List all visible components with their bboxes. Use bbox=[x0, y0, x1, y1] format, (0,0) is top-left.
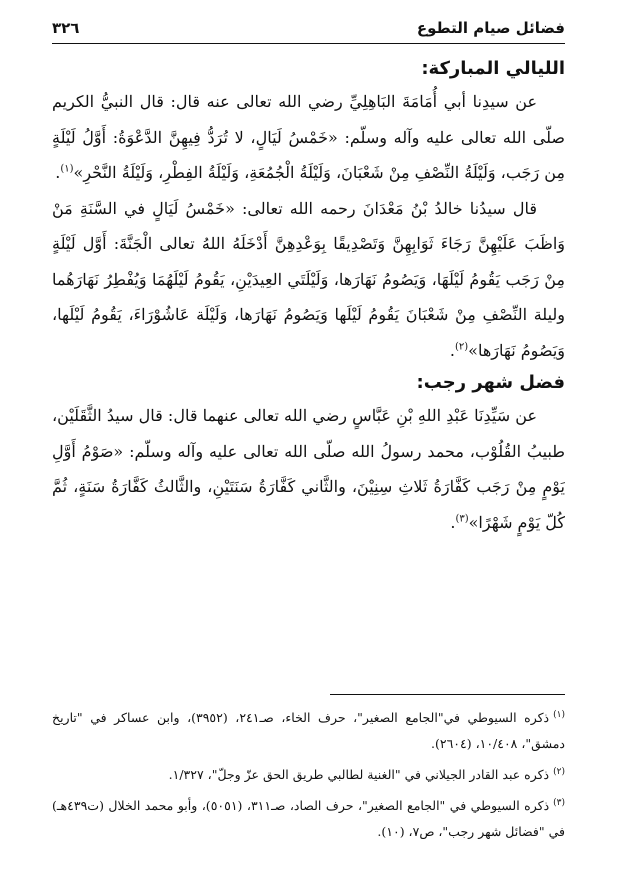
footnote-ref-2[interactable]: (٢) bbox=[454, 341, 469, 353]
footnote-separator bbox=[330, 694, 565, 695]
footnote-ref-1[interactable]: (١) bbox=[60, 163, 74, 175]
paragraph-abu-umama: عن سيدِنا أبي أُمَامَةَ البَاهِلِيِّ رضي الله تعالى عنه قال: قال النبيُّ الكريم صلّى الله تعالى عليه وآله وسلّم: «خَمْسُ لَيَالٍ، لا تُرَدُّ فِيهِنَّ الدَّعْوَةُ: أَوَّلُ لَيْلَةٍ مِن رَجَب، وَلَيْلَةُ النِّصْفِ مِنْ شَعْبَانَ، وَلَيْلَةُ الْجُمُعَةِ، وَلَيْلَةُ الفِطْرِ، وَلَيْلَةُ النَّحْرِ»$^{(١)}$. bbox=[52, 92, 565, 182]
footnote-number: (١) bbox=[553, 710, 565, 720]
paragraph-text: قال سيدُنا خالدُ بْنُ مَعْدَانَ رحمه الله تعالى: «خَمْسُ لَيَالٍ في السَّنَةِ مَنْ وَاظَبَ عَلَيْهِنَّ رَجَاءَ ثَوَابِهِنَّ وَتَصْدِيقًا بِوَعْدِهِنَّ أَدْخَلَهُ اللهُ تعالى الْجَنَّةَ: أَوَّل لَيْلَةٍ مِنْ رَجَب يَقُومُ لَيْلَهَا، وَيَصُومُ نَهَارَها، وَلَيْلَتَي العِيدَيْنِ، يَقُومُ لَيْلَهُمَا وَيُفْطِرُ نَهَارَهُما وليلة النِّصْفِ مِنْ شَعْبَانَ يَقُومُ لَيْلَها وَيَصُومُ نَهَارَها، وَلَيْلَة عَاشُوْرَاءَ، يَقُومُ لَيْلَها، وَيَصُومُ نَهَارَها» bbox=[52, 198, 565, 360]
footnote-1 bbox=[52, 702, 565, 757]
paragraph-text: عن سيدِنا أبي أُمَامَةَ البَاهِلِيِّ رضي الله تعالى عنه قال: قال النبيُّ الكريم صلّى الله تعالى عليه وآله وسلّم: «خَمْسُ لَيَالٍ، لا تُرَدُّ فِيهِنَّ الدَّعْوَةُ: أَوَّلُ لَيْلَةٍ مِن رَجَب، وَلَيْلَةُ النِّصْفِ مِنْ شَعْبَانَ، وَلَيْلَةُ الْجُمُعَةِ، وَلَيْلَةُ الفِطْرِ، وَلَيْلَةُ النَّحْرِ» bbox=[52, 92, 565, 182]
page-header bbox=[52, 12, 565, 44]
footnote-text: ذكره السيوطي في"الجامع الصغير"، حرف الخاء، صـ٢٤١، (٣٩٥٢)، وابن عساكر في "تاريخ دمشق"، ١٠/٤٠٨، (٢٦٠٤). bbox=[52, 710, 565, 752]
page-body bbox=[52, 54, 565, 669]
paragraph-ibn-abbas: عن سَيِّدِنَا عَبْدِ اللهِ بْنِ عَبَّاسٍ رضي الله تعالى عنهما قال: قال سيدُ الثَّقَلَيْن، طبيبُ القُلُوْب، محمد رسولُ الله صلّى الله تعالى عليه وآله وسلّم: «صَوْمُ أَوَّلِ يَوْمٍ مِنْ رَجَب كَفَّارَةُ ثَلاثِ سِنِيْنَ، والثَّاني كَفَّارَةُ سَنَتَيْنِ، والثَّالثُ كَفَّارَةُ سَنَةٍ، ثُمَّ كُلّ يَوْمٍ شَهْرًا»$^{(٣)}$. bbox=[52, 406, 565, 532]
footnote-number: (٢) bbox=[553, 767, 565, 778]
paragraph-text: عن سَيِّدِنَا عَبْدِ اللهِ بْنِ عَبَّاسٍ رضي الله تعالى عنهما قال: قال سيدُ الثَّقَلَيْن، طبيبُ القُلُوْب، محمد رسولُ الله صلّى الله تعالى عليه وآله وسلّم: «صَوْمُ أَوَّلِ يَوْمٍ مِنْ رَجَب كَفَّارَةُ ثَلاثِ سِنِيْنَ، والثَّاني كَفَّارَةُ سَنَتَيْنِ، والثَّالثُ كَفَّارَةُ سَنَةٍ، ثُمَّ كُلّ يَوْمٍ شَهْرًا» bbox=[52, 406, 565, 532]
footnote-ref-3[interactable]: (٣) bbox=[455, 513, 469, 525]
page-number: ٣٢٦ bbox=[52, 19, 80, 37]
footnote-3 bbox=[52, 790, 565, 845]
section-heading-rajab: فضل شهر رجب: bbox=[416, 372, 565, 393]
running-title: فضائل صيام التطوع bbox=[416, 19, 565, 37]
footnote-text: ذكره السيوطي في "الجامع الصغير"، حرف الصاد، صـ٣١١، (٥٠٥١)، وأبو محمد الخلال (ت٤٣٩هـ) في "فضائل شهر رجب"، ص٧، (١٠). bbox=[52, 798, 565, 840]
footnote-2 bbox=[52, 759, 565, 788]
footnote-text: ذكره عبد القادر الجيلاني في "الغنية لطالبي طريق الحق عزّ وجلّ"، ١/٣٢٧. bbox=[168, 767, 550, 783]
footnotes bbox=[52, 702, 565, 847]
footnote-number: (٣) bbox=[553, 798, 566, 809]
section-heading-blessed-nights: الليالي المباركة: bbox=[421, 58, 565, 79]
paragraph-khalid-ibn-madan: قال سيدُنا خالدُ بْنُ مَعْدَانَ رحمه الله تعالى: «خَمْسُ لَيَالٍ في السَّنَةِ مَنْ وَاظَبَ عَلَيْهِنَّ رَجَاءَ ثَوَابِهِنَّ وَتَصْدِيقًا بِوَعْدِهِنَّ أَدْخَلَهُ اللهُ تعالى الْجَنَّةَ: أَوَّل لَيْلَةٍ مِنْ رَجَب يَقُومُ لَيْلَهَا، وَيَصُومُ نَهَارَها، وَلَيْلَتَي العِيدَيْنِ، يَقُومُ لَيْلَهُمَا وَيُفْطِرُ نَهَارَهُما وليلة النِّصْفِ مِنْ شَعْبَانَ يَقُومُ لَيْلَها وَيَصُومُ نَهَارَها، وَلَيْلَة عَاشُوْرَاءَ، يَقُومُ لَيْلَها، وَيَصُومُ نَهَارَها»$^{(٢)}$. bbox=[52, 198, 565, 360]
